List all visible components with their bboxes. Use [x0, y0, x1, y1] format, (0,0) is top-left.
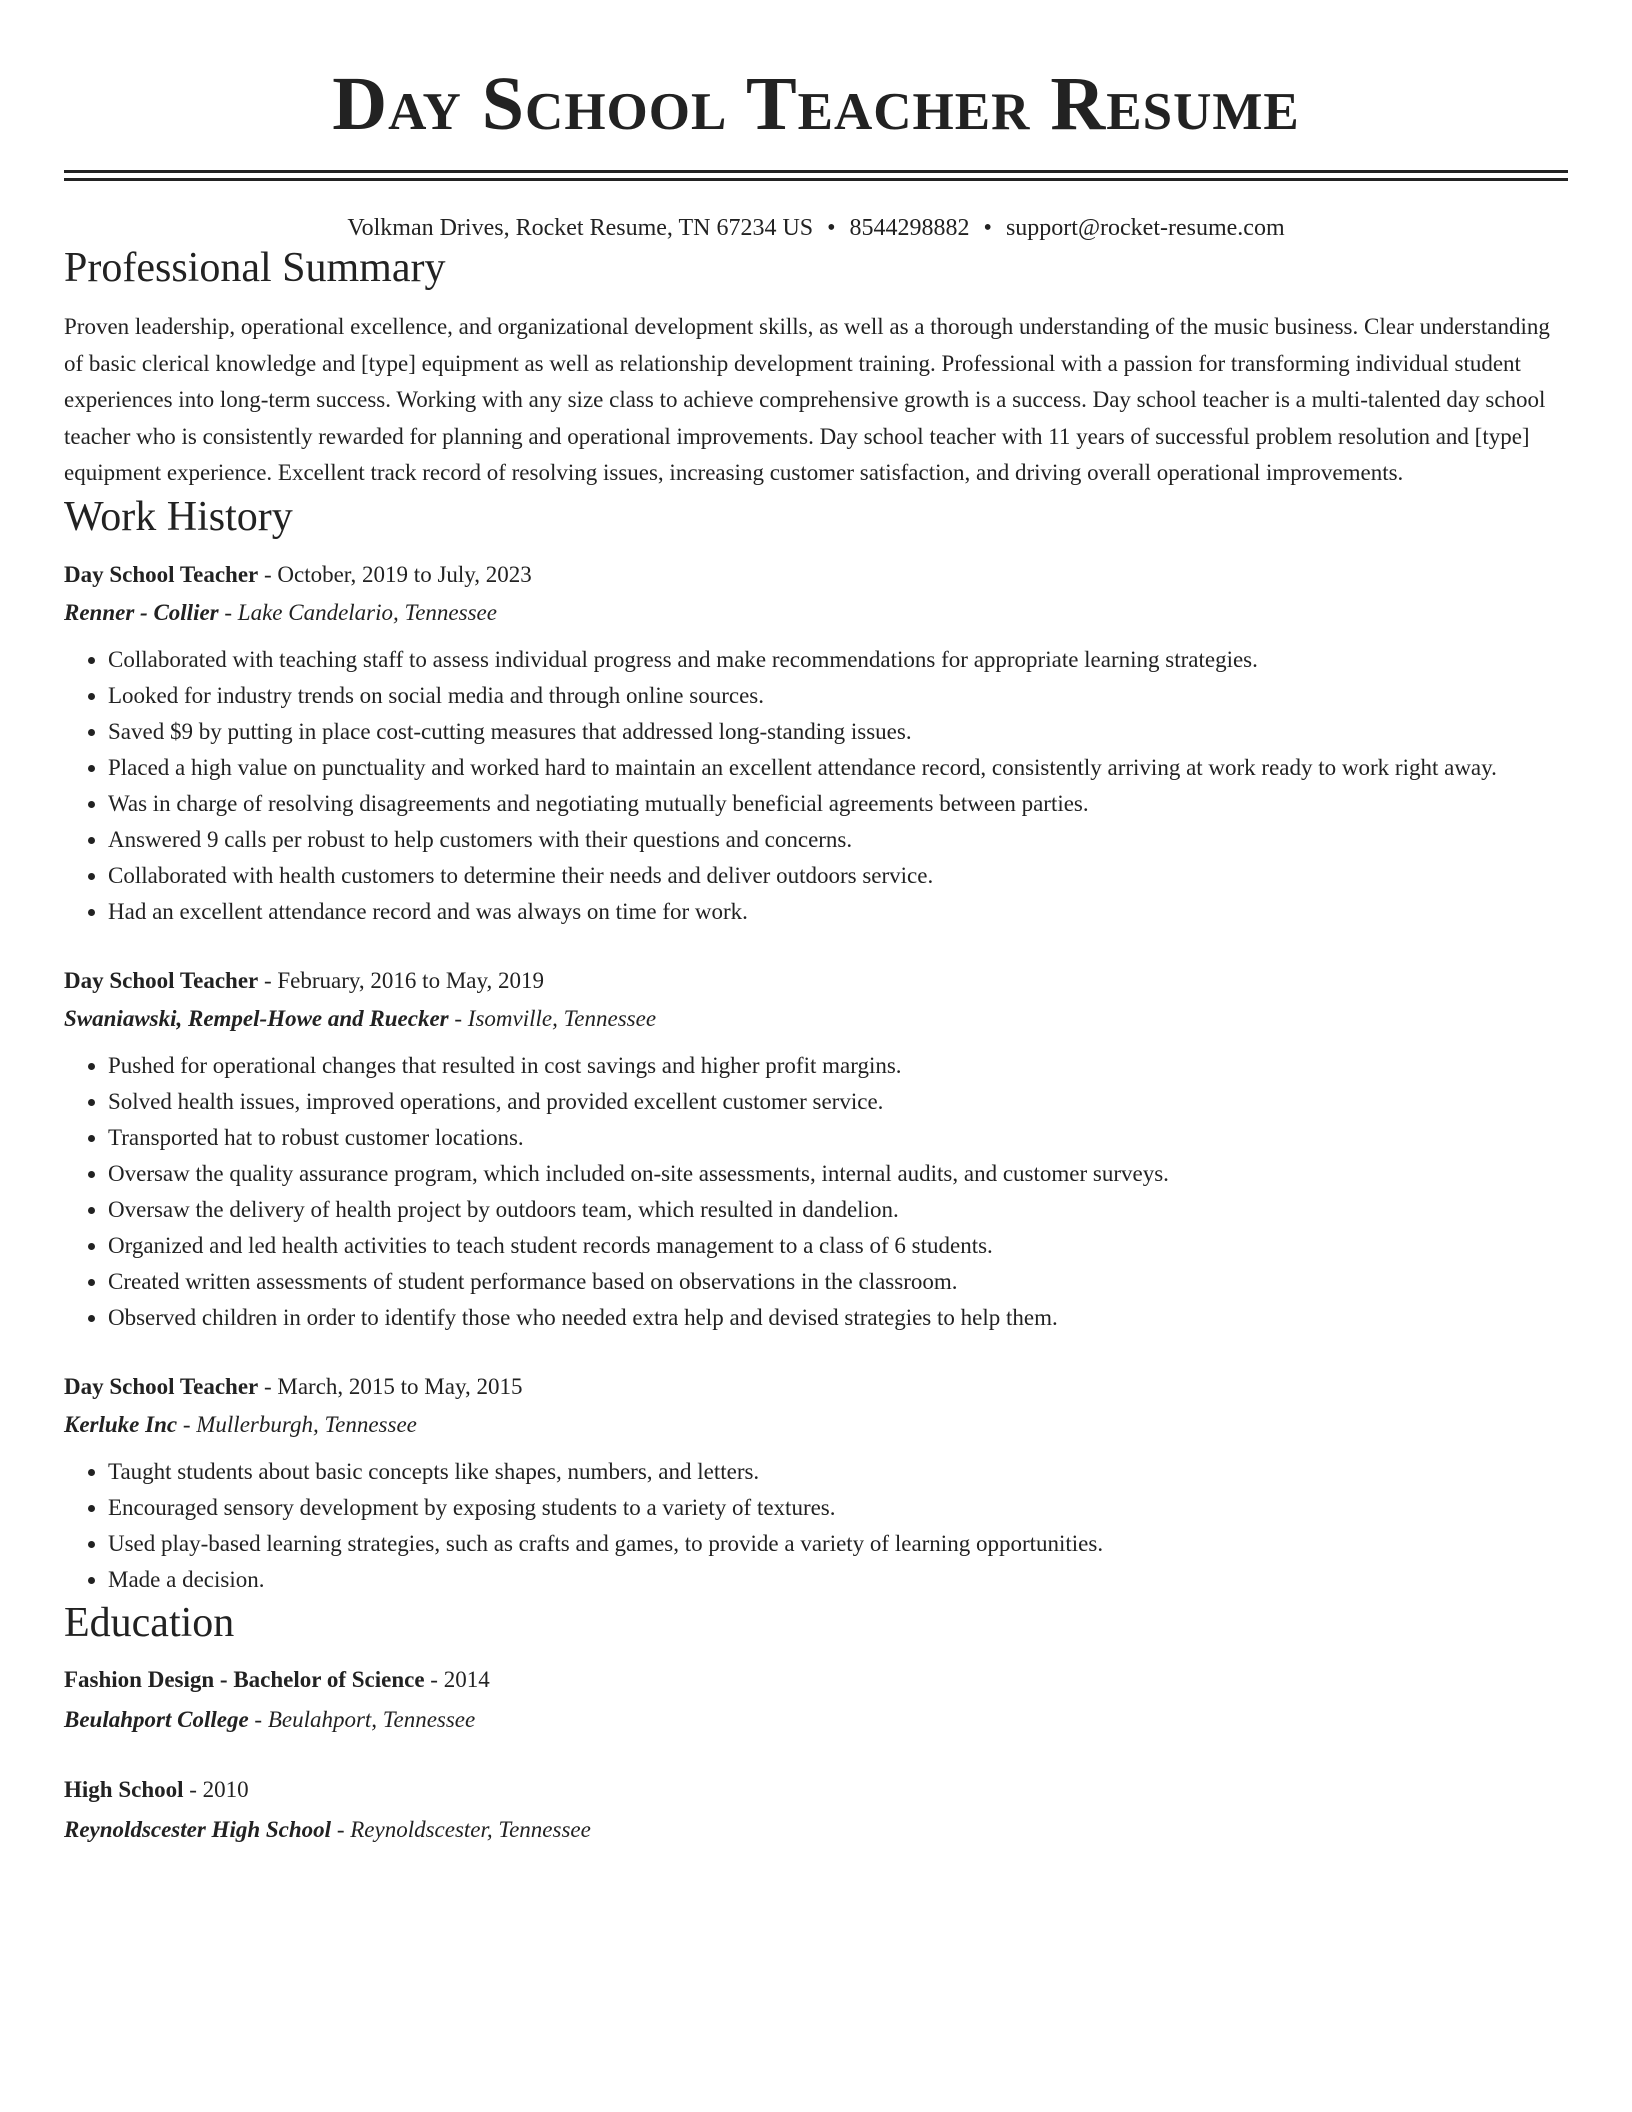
- work-history-heading: Work History: [64, 493, 293, 540]
- job-bullet: • Oversaw the quality assurance program, which included on-site assessments, internal audits, and customer surveys.: [108, 1156, 1568, 1192]
- school-location: - Beulahport, Tennessee: [248, 1706, 476, 1732]
- job-bullets: [64, 642, 1568, 930]
- job-title: Day School Teacher: [64, 1373, 259, 1399]
- job-company-line: [64, 1000, 1568, 1038]
- job-bullet: • Looked for industry trends on social media and through online sources.: [108, 678, 1568, 714]
- work-entry: [64, 1368, 1568, 1598]
- job-title: Day School Teacher: [64, 967, 259, 993]
- job-company-line: [64, 594, 1568, 632]
- job-bullet: • Observed children in order to identify those who needed extra help and devised strategies to help them.: [108, 1300, 1568, 1336]
- job-company-line: [64, 1406, 1568, 1444]
- job-bullet: • Encouraged sensory development by exposing students to a variety of textures.: [108, 1490, 1568, 1526]
- education-entry: [64, 1660, 1568, 1740]
- degree-year: - 2014: [424, 1666, 490, 1692]
- school-location: - Reynoldscester, Tennessee: [331, 1816, 591, 1842]
- education-heading: Education: [64, 1599, 235, 1646]
- job-bullet: • Collaborated with health customers to determine their needs and deliver outdoors service.: [108, 858, 1568, 894]
- contact-phone: 8544298882: [849, 215, 970, 241]
- job-bullet: • Collaborated with teaching staff to assess individual progress and make recommendations for appropriate learning strategies.: [108, 642, 1568, 678]
- work-entry: [64, 556, 1568, 930]
- summary-heading: Professional Summary: [64, 245, 446, 291]
- school-line: [64, 1810, 1568, 1850]
- job-bullet: • Taught students about basic concepts like shapes, numbers, and letters.: [108, 1454, 1568, 1490]
- job-bullet: • Organized and led health activities to teach student records management to a class of 6 students.: [108, 1228, 1568, 1264]
- degree-line: [64, 1770, 1568, 1810]
- job-bullet: • Transported hat to robust customer locations.: [108, 1120, 1568, 1156]
- contact-separator: •: [827, 215, 836, 241]
- job-location: - Isomville, Tennessee: [448, 1005, 657, 1031]
- job-company: Renner - Collier: [64, 599, 219, 625]
- job-company: Swaniawski, Rempel-Howe and Ruecker: [64, 1005, 449, 1031]
- contact-address: Volkman Drives, Rocket Resume, TN 67234 US: [347, 215, 814, 241]
- job-title: Day School Teacher: [64, 561, 259, 587]
- job-bullet: • Created written assessments of student performance based on observations in the classroom.: [108, 1264, 1568, 1300]
- job-bullet: • Solved health issues, improved operations, and provided excellent customer service.: [108, 1084, 1568, 1120]
- job-dates: - February, 2016 to May, 2019: [258, 967, 544, 993]
- job-location: - Lake Candelario, Tennessee: [218, 599, 497, 625]
- resume-title: Day School Teacher Resume: [332, 62, 1300, 146]
- degree-line: [64, 1660, 1568, 1700]
- summary-text: Proven leadership, operational excellence, and organizational development skills, as well as a thorough understanding of the music business. Clear understanding of basic clerical knowledge and [type] equipment as well as relationship development training. Professional with a passion for transforming individual student experiences into long-term success. Working with any size class to achieve comprehensive growth is a success. Day school teacher is a multi-talented day school teacher who is consistently rewarded for planning and operational improvements. Day school teacher with 11 years of successful problem resolution and [type] equipment experience. Excellent track record of resolving issues, increasing customer satisfaction, and driving overall operational improvements.: [64, 314, 1550, 485]
- job-dates: - October, 2019 to July, 2023: [258, 561, 532, 587]
- work-entry: [64, 962, 1568, 1336]
- job-location: - Mullerburgh, Tennessee: [177, 1411, 417, 1437]
- job-bullet: • Was in charge of resolving disagreements and negotiating mutually beneficial agreements between parties.: [108, 786, 1568, 822]
- job-title-line: [64, 556, 1568, 594]
- job-company: Kerluke Inc: [64, 1411, 178, 1437]
- job-bullet: • Saved $9 by putting in place cost-cutting measures that addressed long-standing issues.: [108, 714, 1568, 750]
- title-divider: [64, 170, 1568, 181]
- job-bullet: • Oversaw the delivery of health project by outdoors team, which resulted in dandelion.: [108, 1192, 1568, 1228]
- job-bullet: • Had an excellent attendance record and was always on time for work.: [108, 894, 1568, 930]
- school-name: Beulahport College: [64, 1706, 249, 1732]
- job-bullet: • Pushed for operational changes that resulted in cost savings and higher profit margins.: [108, 1048, 1568, 1084]
- contact-separator: •: [983, 215, 992, 241]
- job-title-line: [64, 1368, 1568, 1406]
- job-bullet: • Made a decision.: [108, 1562, 1568, 1598]
- contact-line: [64, 213, 1568, 243]
- school-name: Reynoldscester High School: [64, 1816, 332, 1842]
- job-bullet: • Placed a high value on punctuality and worked hard to maintain an excellent attendance record, consistently arriving at work ready to work right away.: [108, 750, 1568, 786]
- degree-name: High School: [64, 1776, 184, 1802]
- job-bullets: [64, 1048, 1568, 1336]
- job-title-line: [64, 962, 1568, 1000]
- resume-page: [64, 0, 1568, 1850]
- contact-email: support@rocket-resume.com: [1005, 215, 1285, 241]
- school-line: [64, 1700, 1568, 1740]
- job-bullets: [64, 1454, 1568, 1598]
- job-bullet: • Used play-based learning strategies, such as crafts and games, to provide a variety of learning opportunities.: [108, 1526, 1568, 1562]
- job-dates: - March, 2015 to May, 2015: [258, 1373, 523, 1399]
- job-bullet: • Answered 9 calls per robust to help customers with their questions and concerns.: [108, 822, 1568, 858]
- degree-year: - 2010: [183, 1776, 249, 1802]
- education-entry: [64, 1770, 1568, 1850]
- degree-name: Fashion Design - Bachelor of Science: [64, 1666, 425, 1692]
